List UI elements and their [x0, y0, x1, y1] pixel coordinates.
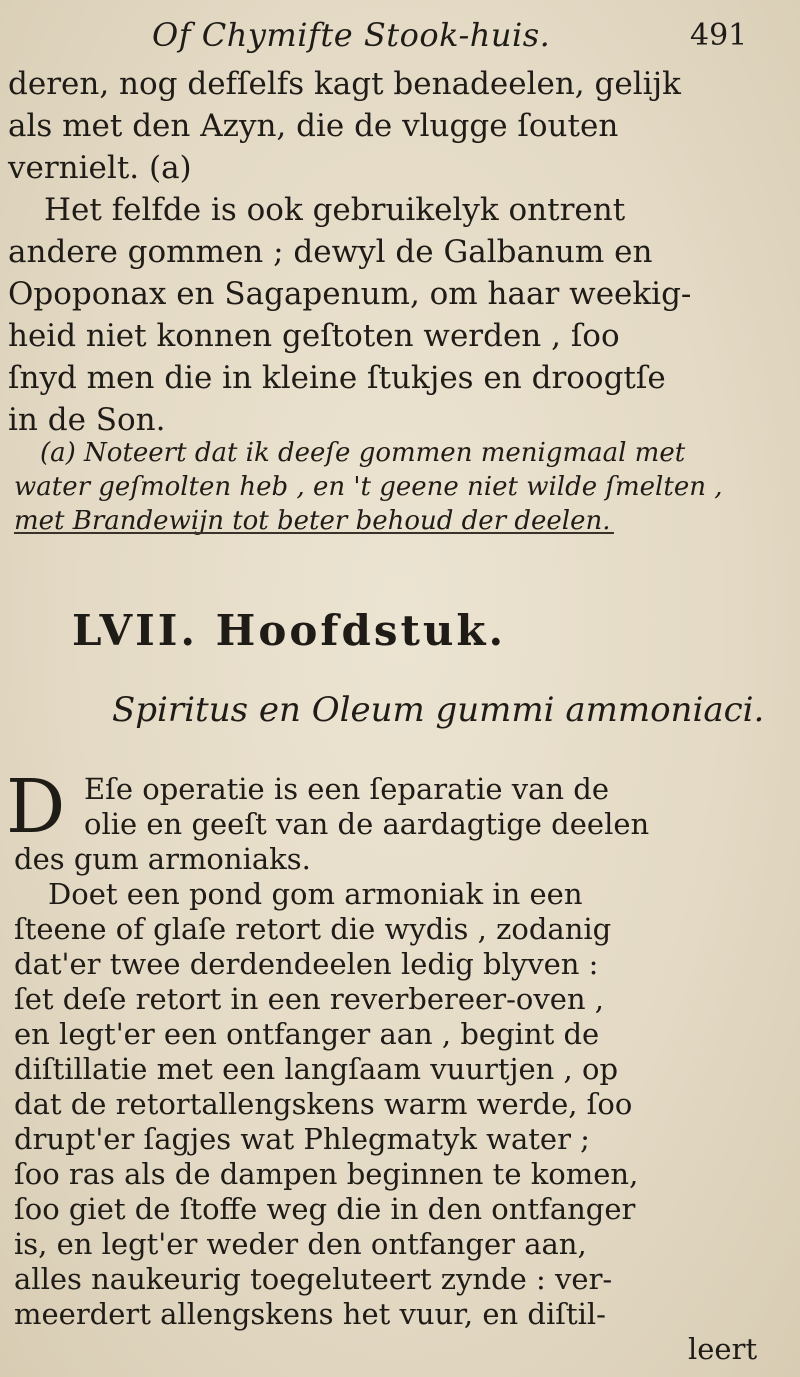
chapter-subheading: Spiritus en Oleum gummi ammoniaci.: [112, 690, 765, 730]
footnote-line: (a) Noteert dat ik deeſe gommen menigmaal met: [40, 438, 686, 468]
text-line: olie en geeſt van de aardagtige deelen: [84, 807, 650, 841]
page-number: 491: [690, 18, 748, 53]
text-line: andere gommen ; dewyl de Galbanum en: [8, 234, 653, 270]
footnote-line: met Brandewijn tot beter behoud der deelen.: [14, 506, 611, 536]
text-line: vernielt. (a): [8, 150, 192, 186]
text-line: deren, nog defſelfs kagt benadeelen, gelijk: [8, 66, 681, 102]
drop-cap: D: [6, 764, 66, 850]
section-divider: [14, 532, 614, 534]
text-line: Eſe operatie is een ſeparatie van de: [84, 772, 610, 806]
text-line: diſtillatie met een langſaam vuurtjen , op: [14, 1052, 619, 1086]
text-line: Het felfde is ook gebruikelyk ontrent: [44, 192, 626, 228]
text-line: en legt'er een ontfanger aan , begint de: [14, 1017, 600, 1051]
catchword: leert: [688, 1332, 758, 1366]
text-line: ſoo giet de ſtoffe weg die in den ontfanger: [14, 1192, 636, 1226]
text-line: drupt'er ſagjes wat Phlegmatyk water ;: [14, 1122, 590, 1156]
text-line: alles naukeurig toegeluteert zynde : ver-: [14, 1262, 613, 1296]
text-line: ſoo ras als de dampen beginnen te komen,: [14, 1157, 639, 1191]
chapter-heading: LVII. Hoofdstuk.: [72, 606, 507, 655]
text-line: als met den Azyn, die de vlugge ſouten: [8, 108, 619, 144]
footnote-line: water geſmolten heb , en 't geene niet wilde ſmelten ,: [14, 472, 723, 502]
text-line: heid niet konnen geſtoten werden , ſoo: [8, 318, 620, 354]
text-line: ſteene of glaſe retort die wydis , zodanig: [14, 912, 612, 946]
text-line: ſnyd men die in kleine ſtukjes en droogtſe: [8, 360, 666, 396]
text-line: dat de retortallengskens warm werde, ſoo: [14, 1087, 633, 1121]
text-line: Doet een pond gom armoniak in een: [48, 877, 583, 911]
text-line: ſet deſe retort in een reverbereer-oven ,: [14, 982, 604, 1016]
running-title: Of Chymifte Stook-huis.: [152, 16, 551, 54]
text-line: is, en legt'er weder den ontfanger aan,: [14, 1227, 587, 1261]
text-line: in de Son.: [8, 402, 166, 438]
text-line: des gum armoniaks.: [14, 842, 311, 876]
text-line: Opoponax en Sagapenum, om haar weekig-: [8, 276, 692, 312]
text-line: meerdert allengskens het vuur, en diſtil-: [14, 1297, 606, 1331]
running-head: [0, 16, 800, 56]
text-line: dat'er twee derdendeelen ledig blyven :: [14, 947, 599, 981]
